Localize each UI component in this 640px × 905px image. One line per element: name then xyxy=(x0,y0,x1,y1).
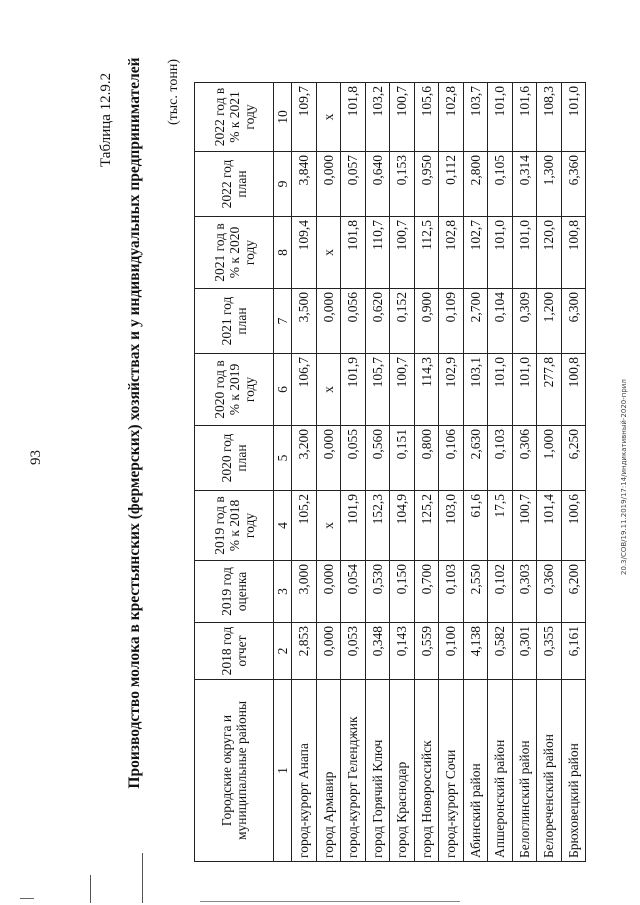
district-name-cell: город-курорт Сочи xyxy=(439,680,464,862)
value-cell: 0,900 xyxy=(414,289,439,354)
value-cell: 101,9 xyxy=(341,354,366,426)
value-cell: 101,8 xyxy=(341,83,366,152)
value-cell: 0,000 xyxy=(316,561,341,623)
value-cell: 2,853 xyxy=(292,623,317,680)
column-index-cell: 4 xyxy=(274,491,292,561)
district-name-cell: город Новороссийск xyxy=(414,680,439,862)
column-index-cell: 1 xyxy=(274,680,292,862)
value-cell: 100,8 xyxy=(561,217,586,289)
value-cell: 109,7 xyxy=(292,83,317,152)
district-name-cell: город Горячий Ключ xyxy=(365,680,390,862)
value-cell: 100,7 xyxy=(390,354,415,426)
value-cell: 112,5 xyxy=(414,217,439,289)
table-row xyxy=(341,83,366,862)
value-cell: 103,7 xyxy=(463,83,488,152)
value-cell: 0,000 xyxy=(316,623,341,680)
value-cell: 106,7 xyxy=(292,354,317,426)
value-cell: 0,360 xyxy=(537,561,562,623)
value-cell: 101,0 xyxy=(488,217,513,289)
district-name-cell: Брюховецкий район xyxy=(561,680,586,862)
district-name-cell: город Армавир xyxy=(316,680,341,862)
column-header: 2021 год в % к 2020 году xyxy=(195,217,274,289)
value-cell: 100,7 xyxy=(390,83,415,152)
value-cell: 0,000 xyxy=(316,289,341,354)
value-cell: 3,500 xyxy=(292,289,317,354)
value-cell: 0,152 xyxy=(390,289,415,354)
district-name-cell: Белоглинский район xyxy=(512,680,537,862)
value-cell: 110,7 xyxy=(365,217,390,289)
page-number: 93 xyxy=(28,450,44,465)
value-cell: 0,560 xyxy=(365,426,390,491)
column-header: 2022 год план xyxy=(195,152,274,217)
value-cell: 0,057 xyxy=(341,152,366,217)
value-cell: 114,3 xyxy=(414,354,439,426)
table-row xyxy=(292,83,317,862)
value-cell: 105,6 xyxy=(414,83,439,152)
value-cell: 101,0 xyxy=(561,83,586,152)
table-row xyxy=(316,83,341,862)
value-cell: 109,4 xyxy=(292,217,317,289)
column-header: 2018 год отчет xyxy=(195,623,274,680)
value-cell: 120,0 xyxy=(537,217,562,289)
district-name-cell: город Краснодар xyxy=(390,680,415,862)
district-name-cell: город-курорт Геленджик xyxy=(341,680,366,862)
table-row xyxy=(390,83,415,862)
value-cell: 0,150 xyxy=(390,561,415,623)
value-cell: 0,640 xyxy=(365,152,390,217)
table-caption: Таблица 12.9.2 xyxy=(98,72,114,167)
value-cell: 0,355 xyxy=(537,623,562,680)
value-cell: 125,2 xyxy=(414,491,439,561)
value-cell: 101,0 xyxy=(488,83,513,152)
value-cell: 105,2 xyxy=(292,491,317,561)
column-header: 2020 год план xyxy=(195,426,274,491)
value-cell: 6,250 xyxy=(561,426,586,491)
value-cell: 102,7 xyxy=(463,217,488,289)
value-cell: 0,103 xyxy=(488,426,513,491)
value-cell: 101,0 xyxy=(512,217,537,289)
district-name-cell: Апшеронский район xyxy=(488,680,513,862)
value-cell: 0,800 xyxy=(414,426,439,491)
value-cell: 0,053 xyxy=(341,623,366,680)
value-cell: 1,000 xyxy=(537,426,562,491)
value-cell: 0,530 xyxy=(365,561,390,623)
table-row xyxy=(439,83,464,862)
district-name-cell: Абинский район xyxy=(463,680,488,862)
table-title: Производство молока в крестьянских (фермерских) хозяйствах и у индивидуальных предпринимателей xyxy=(126,57,143,789)
value-cell: 0,106 xyxy=(439,426,464,491)
value-cell: 101,9 xyxy=(341,491,366,561)
value-cell: 0,306 xyxy=(512,426,537,491)
column-header: 2022 год в % к 2021 году xyxy=(195,83,274,152)
value-cell: 103,2 xyxy=(365,83,390,152)
value-cell: 0,309 xyxy=(512,289,537,354)
value-cell: 6,360 xyxy=(561,152,586,217)
value-cell: 108,3 xyxy=(537,83,562,152)
scan-artifact-tick xyxy=(20,898,34,899)
value-cell: 0,054 xyxy=(341,561,366,623)
value-cell: 6,200 xyxy=(561,561,586,623)
value-cell: 100,7 xyxy=(512,491,537,561)
data-table xyxy=(194,82,586,862)
value-cell: 100,8 xyxy=(561,354,586,426)
value-cell: 0,100 xyxy=(439,623,464,680)
value-cell: 101,4 xyxy=(537,491,562,561)
value-cell: 101,6 xyxy=(512,83,537,152)
value-cell: 0,314 xyxy=(512,152,537,217)
table-row xyxy=(512,83,537,862)
value-cell: 0,105 xyxy=(488,152,513,217)
value-cell: 6,300 xyxy=(561,289,586,354)
value-cell: х xyxy=(316,83,341,152)
table-row xyxy=(365,83,390,862)
value-cell: 0,104 xyxy=(488,289,513,354)
column-index-cell: 9 xyxy=(274,152,292,217)
value-cell: 0,143 xyxy=(390,623,415,680)
value-cell: 0,103 xyxy=(439,561,464,623)
value-cell: 100,7 xyxy=(390,217,415,289)
table-row xyxy=(488,83,513,862)
table-row xyxy=(561,83,586,862)
value-cell: 0,000 xyxy=(316,426,341,491)
value-cell: 105,7 xyxy=(365,354,390,426)
value-cell: 101,0 xyxy=(488,354,513,426)
footer-code: 20.3/СОВ/19.11.2019/17:14/индикативный-2020-прил xyxy=(620,379,628,575)
value-cell: 4,138 xyxy=(463,623,488,680)
value-cell: 2,700 xyxy=(463,289,488,354)
value-cell: 0,109 xyxy=(439,289,464,354)
value-cell: 1,300 xyxy=(537,152,562,217)
value-cell: 2,550 xyxy=(463,561,488,623)
value-cell: 0,112 xyxy=(439,152,464,217)
header-row xyxy=(195,83,274,862)
column-index-cell: 6 xyxy=(274,354,292,426)
value-cell: 0,000 xyxy=(316,152,341,217)
value-cell: х xyxy=(316,491,341,561)
value-cell: х xyxy=(316,217,341,289)
value-cell: 0,559 xyxy=(414,623,439,680)
column-header: 2021 год план xyxy=(195,289,274,354)
value-cell: 102,9 xyxy=(439,354,464,426)
column-header: 2019 год оценка xyxy=(195,561,274,623)
table-row xyxy=(414,83,439,862)
column-header: Городские округа и муниципальные районы xyxy=(195,680,274,862)
value-cell: 102,8 xyxy=(439,83,464,152)
value-cell: 0,102 xyxy=(488,561,513,623)
value-cell: 0,301 xyxy=(512,623,537,680)
value-cell: 3,840 xyxy=(292,152,317,217)
value-cell: 103,0 xyxy=(439,491,464,561)
value-cell: 152,3 xyxy=(365,491,390,561)
value-cell: 104,9 xyxy=(390,491,415,561)
district-name-cell: город-курорт Анапа xyxy=(292,680,317,862)
scan-artifact-tick xyxy=(200,901,460,902)
value-cell: 0,620 xyxy=(365,289,390,354)
column-index-cell: 3 xyxy=(274,561,292,623)
column-index-cell: 10 xyxy=(274,83,292,152)
value-cell: 0,582 xyxy=(488,623,513,680)
value-cell: 3,200 xyxy=(292,426,317,491)
value-cell: 2,800 xyxy=(463,152,488,217)
column-header: 2019 год в % к 2018 году xyxy=(195,491,274,561)
table-row xyxy=(463,83,488,862)
value-cell: 101,8 xyxy=(341,217,366,289)
table-body xyxy=(292,83,586,862)
column-index-cell: 7 xyxy=(274,289,292,354)
value-cell: 2,630 xyxy=(463,426,488,491)
value-cell: 0,151 xyxy=(390,426,415,491)
value-cell: 0,700 xyxy=(414,561,439,623)
value-cell: 0,056 xyxy=(341,289,366,354)
value-cell: 1,200 xyxy=(537,289,562,354)
scan-artifact-line xyxy=(90,875,91,903)
column-index-cell: 8 xyxy=(274,217,292,289)
value-cell: 100,6 xyxy=(561,491,586,561)
scan-artifact-line xyxy=(142,853,143,903)
district-name-cell: Белореченский район xyxy=(537,680,562,862)
value-cell: 0,153 xyxy=(390,152,415,217)
column-header: 2020 год в % к 2019 году xyxy=(195,354,274,426)
table-row xyxy=(537,83,562,862)
value-cell: 0,303 xyxy=(512,561,537,623)
column-index-row xyxy=(274,83,292,862)
value-cell: х xyxy=(316,354,341,426)
value-cell: 0,055 xyxy=(341,426,366,491)
units-label: (тыс. тонн) xyxy=(166,59,181,125)
column-index-cell: 5 xyxy=(274,426,292,491)
value-cell: 101,0 xyxy=(512,354,537,426)
value-cell: 0,950 xyxy=(414,152,439,217)
value-cell: 3,000 xyxy=(292,561,317,623)
value-cell: 6,161 xyxy=(561,623,586,680)
value-cell: 277,8 xyxy=(537,354,562,426)
value-cell: 102,8 xyxy=(439,217,464,289)
value-cell: 0,348 xyxy=(365,623,390,680)
value-cell: 103,1 xyxy=(463,354,488,426)
value-cell: 17,5 xyxy=(488,491,513,561)
value-cell: 61,6 xyxy=(463,491,488,561)
column-index-cell: 2 xyxy=(274,623,292,680)
